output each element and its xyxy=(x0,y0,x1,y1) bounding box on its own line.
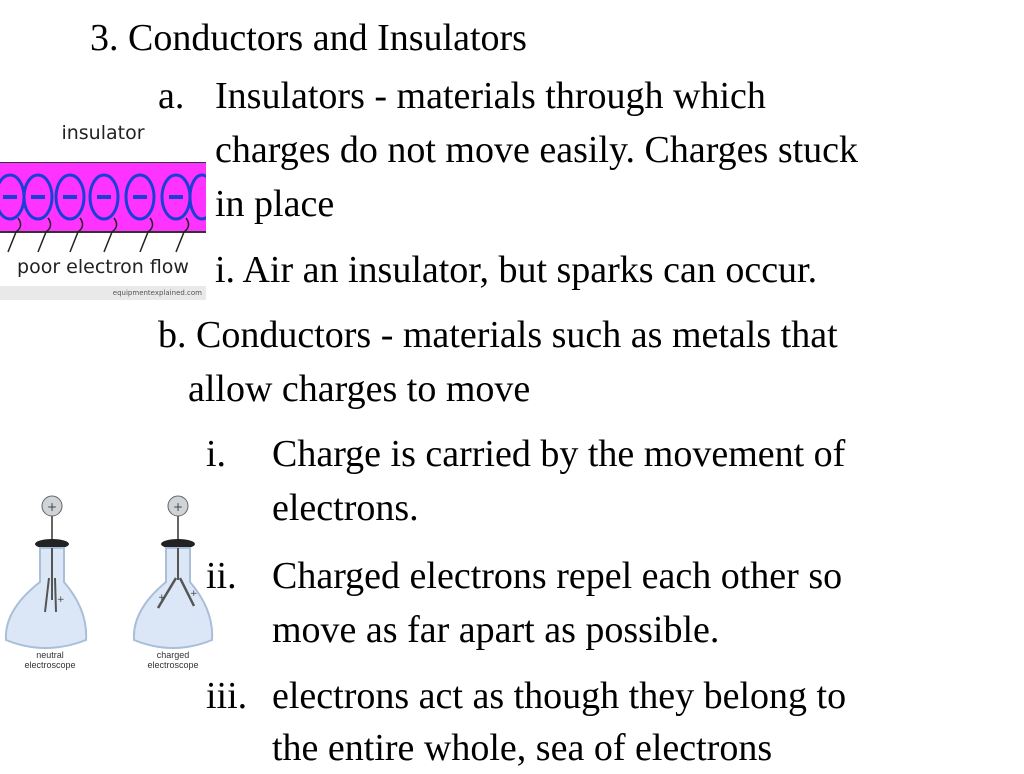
svg-text:+: + xyxy=(46,500,58,514)
svg-text:+: + xyxy=(190,589,198,599)
item-b-iii-line-2: the entire whole, sea of electrons xyxy=(272,727,773,769)
insulator-figure xyxy=(0,118,206,300)
svg-text:+: + xyxy=(172,500,184,514)
item-a-line-2: charges do not move easily. Charges stuck xyxy=(215,129,859,171)
charged-electroscope xyxy=(128,490,218,676)
insulator-bar-graphic xyxy=(0,162,206,254)
item-b-ii-line-2: move as far apart as possible. xyxy=(272,609,720,651)
item-b-i-marker: i. xyxy=(206,433,227,475)
item-b-line-2: allow charges to move xyxy=(188,368,531,410)
item-a-line-3: in place xyxy=(215,183,335,225)
electroscope-icon xyxy=(0,490,90,650)
poor-electron-flow-label: poor electron flow xyxy=(17,256,189,278)
item-a-line-1: Insulators - materials through which xyxy=(215,75,766,117)
slide-heading: 3. Conductors and Insulators xyxy=(90,17,527,59)
item-b-i-line-1: Charge is carried by the movement of xyxy=(272,433,846,475)
neutral-electroscope xyxy=(0,490,90,676)
item-b-i-line-2: electrons. xyxy=(272,487,419,529)
charged-caption-line-2: electroscope xyxy=(147,660,199,670)
item-b-iii-marker: iii. xyxy=(206,675,248,717)
image-credit: equipmentexplained.com xyxy=(0,286,206,300)
electroscope-icon xyxy=(128,490,218,650)
charged-caption-line-1: charged xyxy=(156,650,190,660)
insulator-label: insulator xyxy=(61,122,145,144)
item-b-ii-line-1: Charged electrons repel each other so xyxy=(272,555,843,597)
svg-text:+: + xyxy=(158,593,166,603)
item-b-ii-marker: ii. xyxy=(206,555,237,597)
svg-text:+: + xyxy=(57,595,65,605)
item-a-sub-i: i. Air an insulator, but sparks can occur. xyxy=(215,249,818,291)
neutral-caption-line-2: electroscope xyxy=(24,660,76,670)
item-b-line-1: b. Conductors - materials such as metals that xyxy=(158,314,838,356)
item-b-iii-line-1: electrons act as though they belong to xyxy=(272,675,847,717)
item-a-marker: a. xyxy=(158,75,185,117)
neutral-caption-line-1: neutral xyxy=(36,650,64,660)
